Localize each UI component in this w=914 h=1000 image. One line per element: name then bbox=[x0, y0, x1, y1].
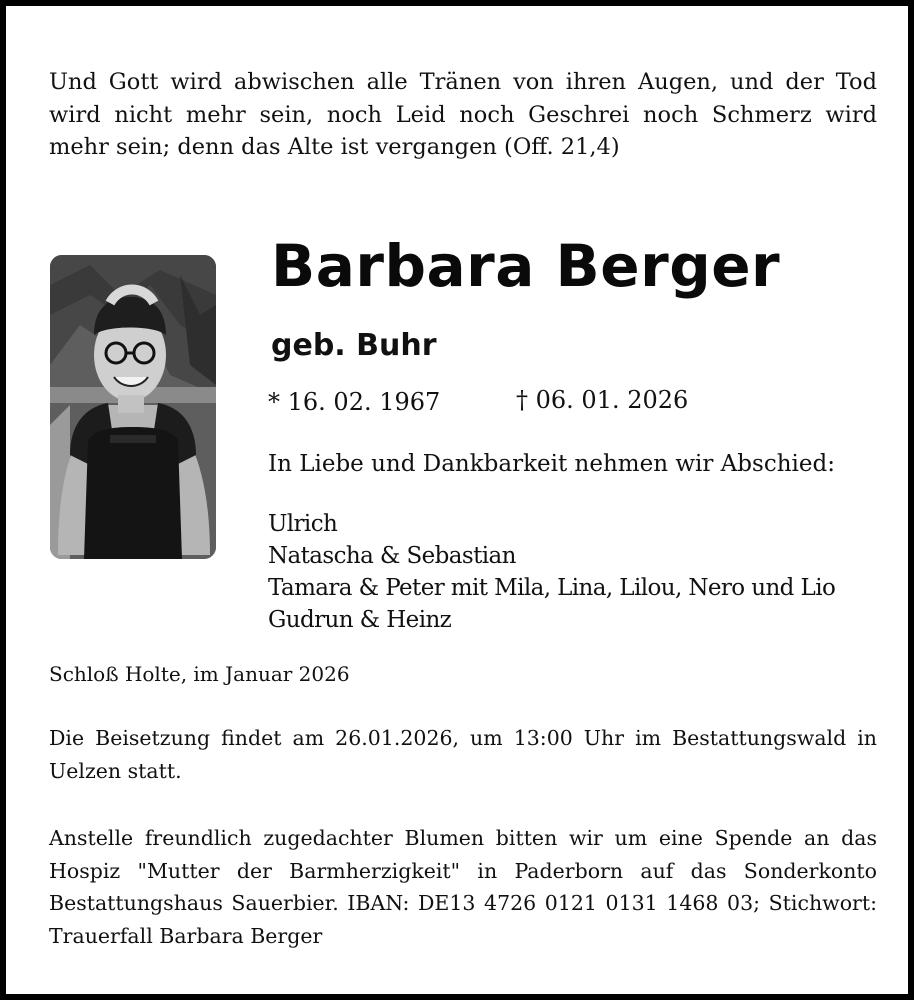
maiden-name: geb. Buhr bbox=[271, 328, 437, 363]
family-member: Ulrich bbox=[268, 511, 338, 537]
portrait-photo bbox=[50, 255, 216, 559]
death-date: † 06. 01. 2026 bbox=[516, 386, 689, 414]
farewell-line: In Liebe und Dankbarkeit nehmen wir Abschied: bbox=[268, 451, 835, 477]
family-member: Tamara & Peter mit Mila, Lina, Lilou, Nero und Lio bbox=[268, 575, 836, 601]
place-date: Schloß Holte, im Januar 2026 bbox=[49, 662, 350, 686]
donation-info: Anstelle freundlich zugedachter Blumen bitten wir um eine Spende an das Hospiz "Mutter der Barmherzigkeit" in Paderborn auf das Sonderkonto Bestattungshaus Sauerbier. IBAN: DE13 4726 0121 0131 1468 03; Stichwort: Trauerfall Barbara Berger bbox=[49, 826, 877, 948]
bible-verse: Und Gott wird abwischen alle Tränen von ihren Augen, und der Tod wird nicht mehr sein, noch Leid noch Geschrei noch Schmerz wird mehr sein; denn das Alte ist vergangen (Off. 21,4) bbox=[49, 69, 877, 160]
funeral-info: Die Beisetzung findet am 26.01.2026, um 13:00 Uhr im Bestattungswald in Uelzen statt. bbox=[49, 726, 877, 783]
family-list bbox=[268, 508, 835, 636]
family-member: Gudrun & Heinz bbox=[268, 607, 452, 633]
deceased-name: Barbara Berger bbox=[271, 232, 781, 300]
birth-date: * 16. 02. 1967 bbox=[268, 388, 441, 416]
family-member: Natascha & Sebastian bbox=[268, 543, 516, 569]
